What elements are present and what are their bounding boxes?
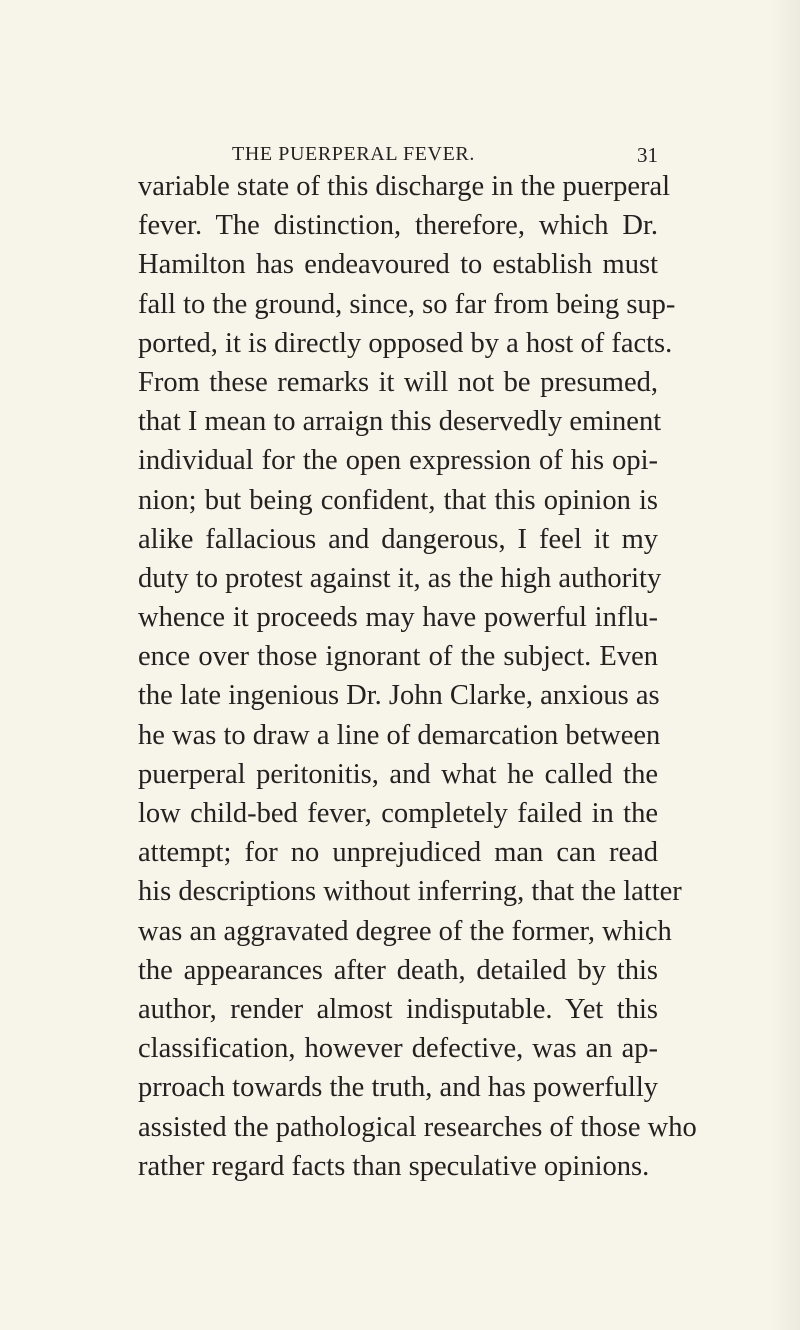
text-line: ence over those ignorant of the subject. Even [138,641,658,673]
text-line: was an aggravated degree of the former, which [138,915,672,947]
text-line: author, render almost indisputable. Yet this [138,993,658,1025]
text-line: he was to draw a line of demarcation between [138,719,661,751]
text-line: classification, however defective, was an ap- [138,1033,658,1065]
text-line: puerperal peritonitis, and what he called the [138,758,658,790]
text-line: fall to the ground, since, so far from being sup- [138,288,676,320]
text-line: individual for the open expression of his opi- [138,445,658,477]
text-line: ported, it is directly opposed by a host of facts. [138,327,673,359]
running-title: THE PUERPERAL FEVER. [232,143,475,165]
text-line: fever. The distinction, therefore, which Dr. [138,210,658,242]
text-line: From these remarks it will not be presumed, [138,366,658,398]
text-line: the appearances after death, detailed by this [138,954,658,986]
text-line: whence it proceeds may have powerful influ- [138,602,658,634]
text-line: assisted the pathological researches of those who [138,1111,697,1143]
text-line: the late ingenious Dr. John Clarke, anxious as [138,680,660,712]
text-line: attempt; for no unprejudiced man can read [138,837,658,869]
text-line: alike fallacious and dangerous, I feel it my [138,523,658,555]
text-line: low child-bed fever, completely failed in the [138,798,658,829]
text-line: Hamilton has endeavoured to establish must [138,249,658,281]
page-edge-shadow [770,0,800,1330]
text-line: prroach towards the truth, and has powerfully [138,1072,658,1104]
text-line: variable state of this discharge in the puerperal [138,171,671,202]
text-line: nion; but being confident, that this opinion is [138,484,658,516]
page-number: 31 [637,143,658,167]
text-line: that I mean to arraign this deservedly eminent [138,406,662,438]
text-line: duty to protest against it, as the high authority [138,562,662,594]
text-line: his descriptions without inferring, that the latter [138,876,682,908]
text-line-last: rather regard facts than speculative opinions. [138,1150,650,1182]
body-text [138,167,697,1186]
